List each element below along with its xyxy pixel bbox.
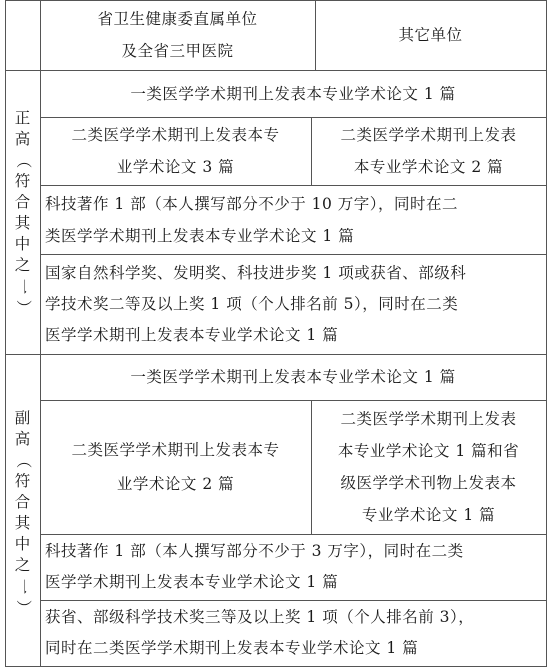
fg-row1-text: 一类医学学术期刊上发表本专业学术论文 1 篇 — [130, 368, 456, 386]
fg-row1-cell — [40, 354, 546, 400]
zg-label-char: 一 — [13, 278, 32, 295]
fg-label-char: （ — [13, 452, 32, 469]
zhenggao-label — [5, 108, 40, 318]
header-provincial-units — [40, 0, 315, 70]
fg-label-char: ） — [13, 599, 32, 616]
zg-row4-cell — [40, 254, 546, 354]
header-provincial-line1: 省卫生健康委直属单位 — [97, 10, 258, 28]
fg-row2-right-cell — [311, 400, 546, 534]
fg-label-char: 中 — [14, 535, 31, 553]
fg-row2-left-line1: 二类医学学术期刊上发表本专 — [71, 441, 280, 459]
zg-label-char: （ — [13, 152, 32, 169]
zg-label-char: 合 — [14, 193, 31, 211]
zg-label-char: 高 — [14, 130, 31, 148]
zg-row4-line2: 学技术奖二等及以上奖 1 项（个人排名前 5），同时在二类 — [45, 294, 459, 313]
header-other-units — [315, 0, 546, 70]
fg-row2-right-line1: 二类医学学术期刊上发表 — [340, 410, 517, 428]
zg-label-char: ） — [13, 299, 32, 316]
fg-row3-cell — [40, 534, 546, 600]
header-provincial-line2: 及全省三甲医院 — [121, 42, 234, 60]
zg-row1-text: 一类医学学术期刊上发表本专业学术论文 1 篇 — [130, 84, 456, 103]
fg-row2-right-line4: 专业学术论文 1 篇 — [361, 506, 496, 524]
zg-row2-right-line1: 二类医学学术期刊上发表 — [340, 126, 517, 144]
fg-label-char: 符 — [14, 472, 31, 490]
fg-row3-line1: 科技著作 1 部（本人撰写部分不少于 3 万字），同时在二类 — [45, 542, 464, 560]
zg-row1-cell — [40, 70, 546, 117]
zg-row2-right-line2: 本专业学术论文 2 篇 — [353, 158, 504, 176]
zg-row2-left-line1: 二类医学学术期刊上发表本专 — [71, 126, 280, 144]
fg-row3-line2: 医学学术期刊上发表本专业学术论文 1 篇 — [45, 573, 339, 591]
zg-row2-right-cell — [311, 117, 546, 185]
zg-row2-left-cell — [40, 117, 311, 185]
fg-row2-right-line3: 级医学学术刊物上发表本 — [340, 474, 517, 492]
fg-label-char: 其 — [14, 514, 31, 532]
zg-label-char: 之 — [14, 256, 31, 274]
zg-label-char: 中 — [14, 235, 31, 253]
fg-row2-right-line2: 本专业学术论文 1 篇和省 — [337, 442, 520, 460]
zg-row3-line2: 类医学学术期刊上发表本专业学术论文 1 篇 — [45, 226, 355, 245]
table-border-right — [546, 0, 547, 667]
zg-label-char: 其 — [14, 214, 31, 232]
zg-label-char: 符 — [14, 172, 31, 190]
fg-row4-cell — [40, 600, 546, 666]
fg-label-char: 一 — [13, 578, 32, 595]
fg-row2-left-line2: 业学术论文 2 篇 — [116, 475, 235, 493]
fg-row2-left-cell — [40, 400, 311, 534]
zg-row3-cell — [40, 185, 546, 254]
fg-row4-line2: 同时在二类医学学术期刊上发表本专业学术论文 1 篇 — [45, 639, 419, 657]
fugao-label — [5, 408, 40, 618]
fg-row4-line1: 获省、部级科学技术奖三等及以上奖 1 项（个人排名前 3）， — [45, 608, 475, 626]
fg-label-char: 之 — [14, 556, 31, 574]
fg-label-char: 高 — [14, 430, 31, 448]
zg-row4-line3: 医学学术期刊上发表本专业学术论文 1 篇 — [45, 325, 339, 344]
zg-label-char: 正 — [14, 109, 31, 127]
header-other-label: 其它单位 — [398, 26, 463, 44]
zg-row3-line1: 科技著作 1 部（本人撰写部分不少于 10 万字），同时在二 — [45, 194, 459, 213]
fg-label-char: 合 — [14, 493, 31, 511]
zg-row4-line1: 国家自然科学奖、发明奖、科技进步奖 1 项或获省、部级科 — [45, 263, 467, 282]
zg-row2-left-line2: 业学术论文 3 篇 — [116, 158, 235, 176]
table-border-bottom — [5, 666, 547, 667]
fg-label-char: 副 — [14, 409, 31, 427]
